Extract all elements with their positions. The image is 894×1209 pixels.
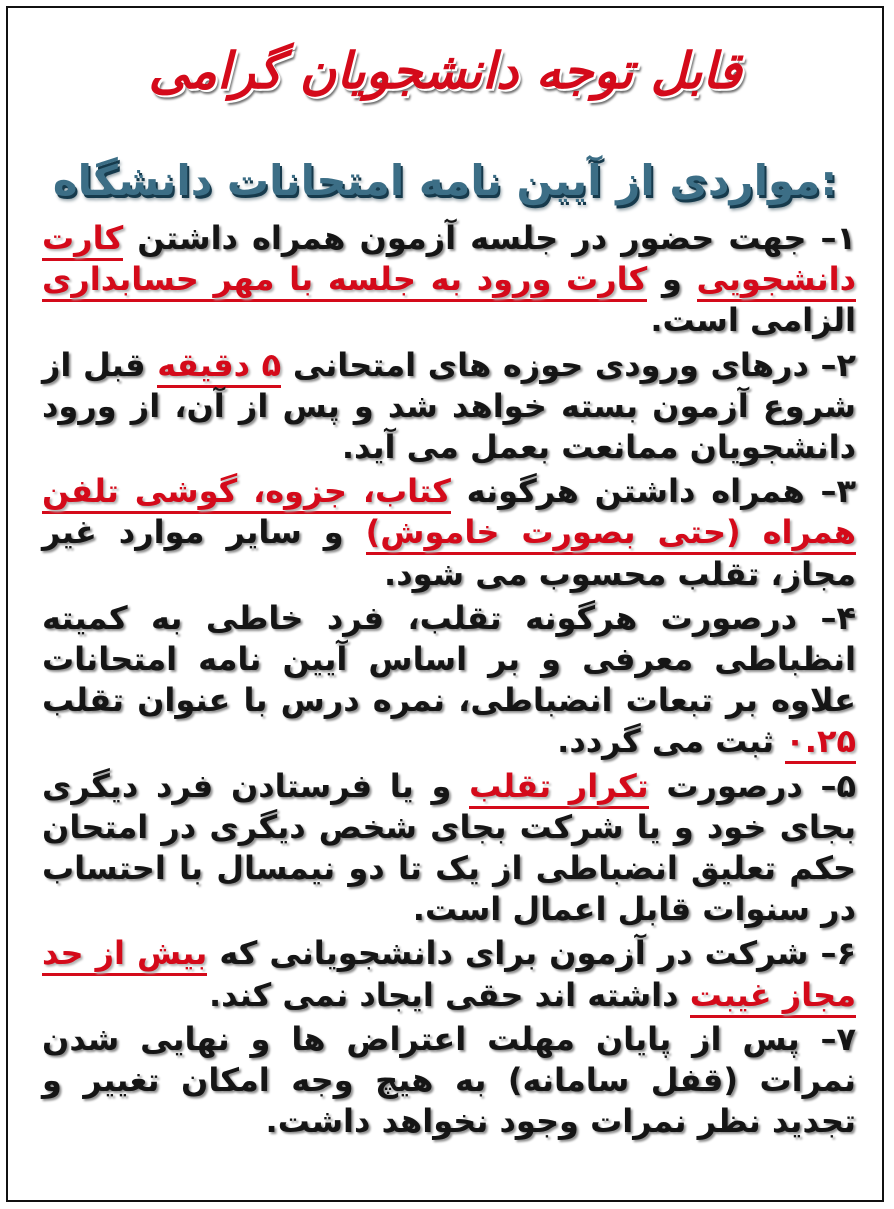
rule-text: درصورت [648, 766, 821, 805]
rule-item [42, 471, 856, 595]
rule-text: داشته اند حقی ایجاد نمی کند. [208, 975, 690, 1014]
rule-item [42, 218, 856, 342]
rule-text: الزامی است. [650, 301, 856, 340]
rule-number: ۳– [820, 472, 857, 511]
rule-item [42, 1019, 856, 1143]
section-heading: مواردی از آیین نامه امتحانات دانشگاه: [52, 156, 838, 205]
rule-text: ثبت می گردد. [557, 722, 786, 761]
rule-item [42, 766, 856, 931]
rule-number: ۲– [820, 345, 856, 384]
rule-text: درصورت هرگونه تقلب، فرد خاطی به کمیته انظباطی معرفی و بر اساس آیین نامه امتحانات علاوه بر تبعات انضباطی، نمره درس با عنوان تقلب [42, 598, 856, 720]
notice-poster [6, 6, 884, 1202]
rule-text: و یا فرستادن فرد دیگری بجای خود و یا شرکت بجای شخص دیگری در امتحان حکم تعلیق انضباطی از یک تا دو نیمسال با احتساب در سنوات قابل اعمال است. [42, 766, 856, 929]
rules-list [42, 218, 856, 1192]
rule-text: و [647, 260, 697, 299]
rule-text: قبل از شروع آزمون بسته خواهد شد و پس از آن، از ورود دانشجویان ممانعت بعمل می آید. [42, 345, 856, 467]
rule-item [42, 598, 856, 763]
rule-highlight: کتاب، جزوه، گوشی تلفن همراه (حتی بصورت خاموش) [42, 472, 856, 555]
rule-number: ۷– [820, 1019, 856, 1058]
rule-highlight: کارت دانشجویی [42, 219, 856, 302]
rule-text: پس از پایان مهلت اعتراض ها و نهایی شدن نمرات (قفل سامانه) به هیچ وجه امکان تغییر و تجدید نظر نمرات وجود نخواهد داشت. [42, 1019, 856, 1141]
rule-highlight: ۰.۲۵ [785, 722, 856, 764]
rule-highlight: بیش از حد مجاز غیبت [42, 934, 856, 1017]
header [8, 16, 882, 126]
rule-item [42, 345, 856, 469]
rule-text: شرکت در آزمون برای دانشجویانی که [207, 934, 821, 973]
rule-highlight: کارت ورود به جلسه با مهر حسابداری [42, 260, 647, 302]
rule-highlight: تکرار تقلب [469, 767, 649, 809]
rule-text: همراه داشتن هرگونه [450, 472, 821, 511]
rule-text: و سایر موارد غیر مجاز، تقلب محسوب می شود. [42, 513, 856, 593]
rule-number: ۵– [820, 766, 857, 805]
rule-text: جهت حضور در جلسه آزمون همراه داشتن [123, 219, 821, 257]
poster-title: قابل توجه دانشجویان گرامی [148, 41, 742, 100]
rule-number: ۴– [820, 598, 856, 637]
rule-number: ۱– [820, 219, 856, 257]
rule-text: درهای ورودی حوزه های امتحانی [281, 345, 821, 384]
rule-highlight: ۵ دقیقه [157, 346, 281, 388]
rule-item [42, 933, 856, 1015]
rule-number: ۶– [820, 934, 857, 973]
